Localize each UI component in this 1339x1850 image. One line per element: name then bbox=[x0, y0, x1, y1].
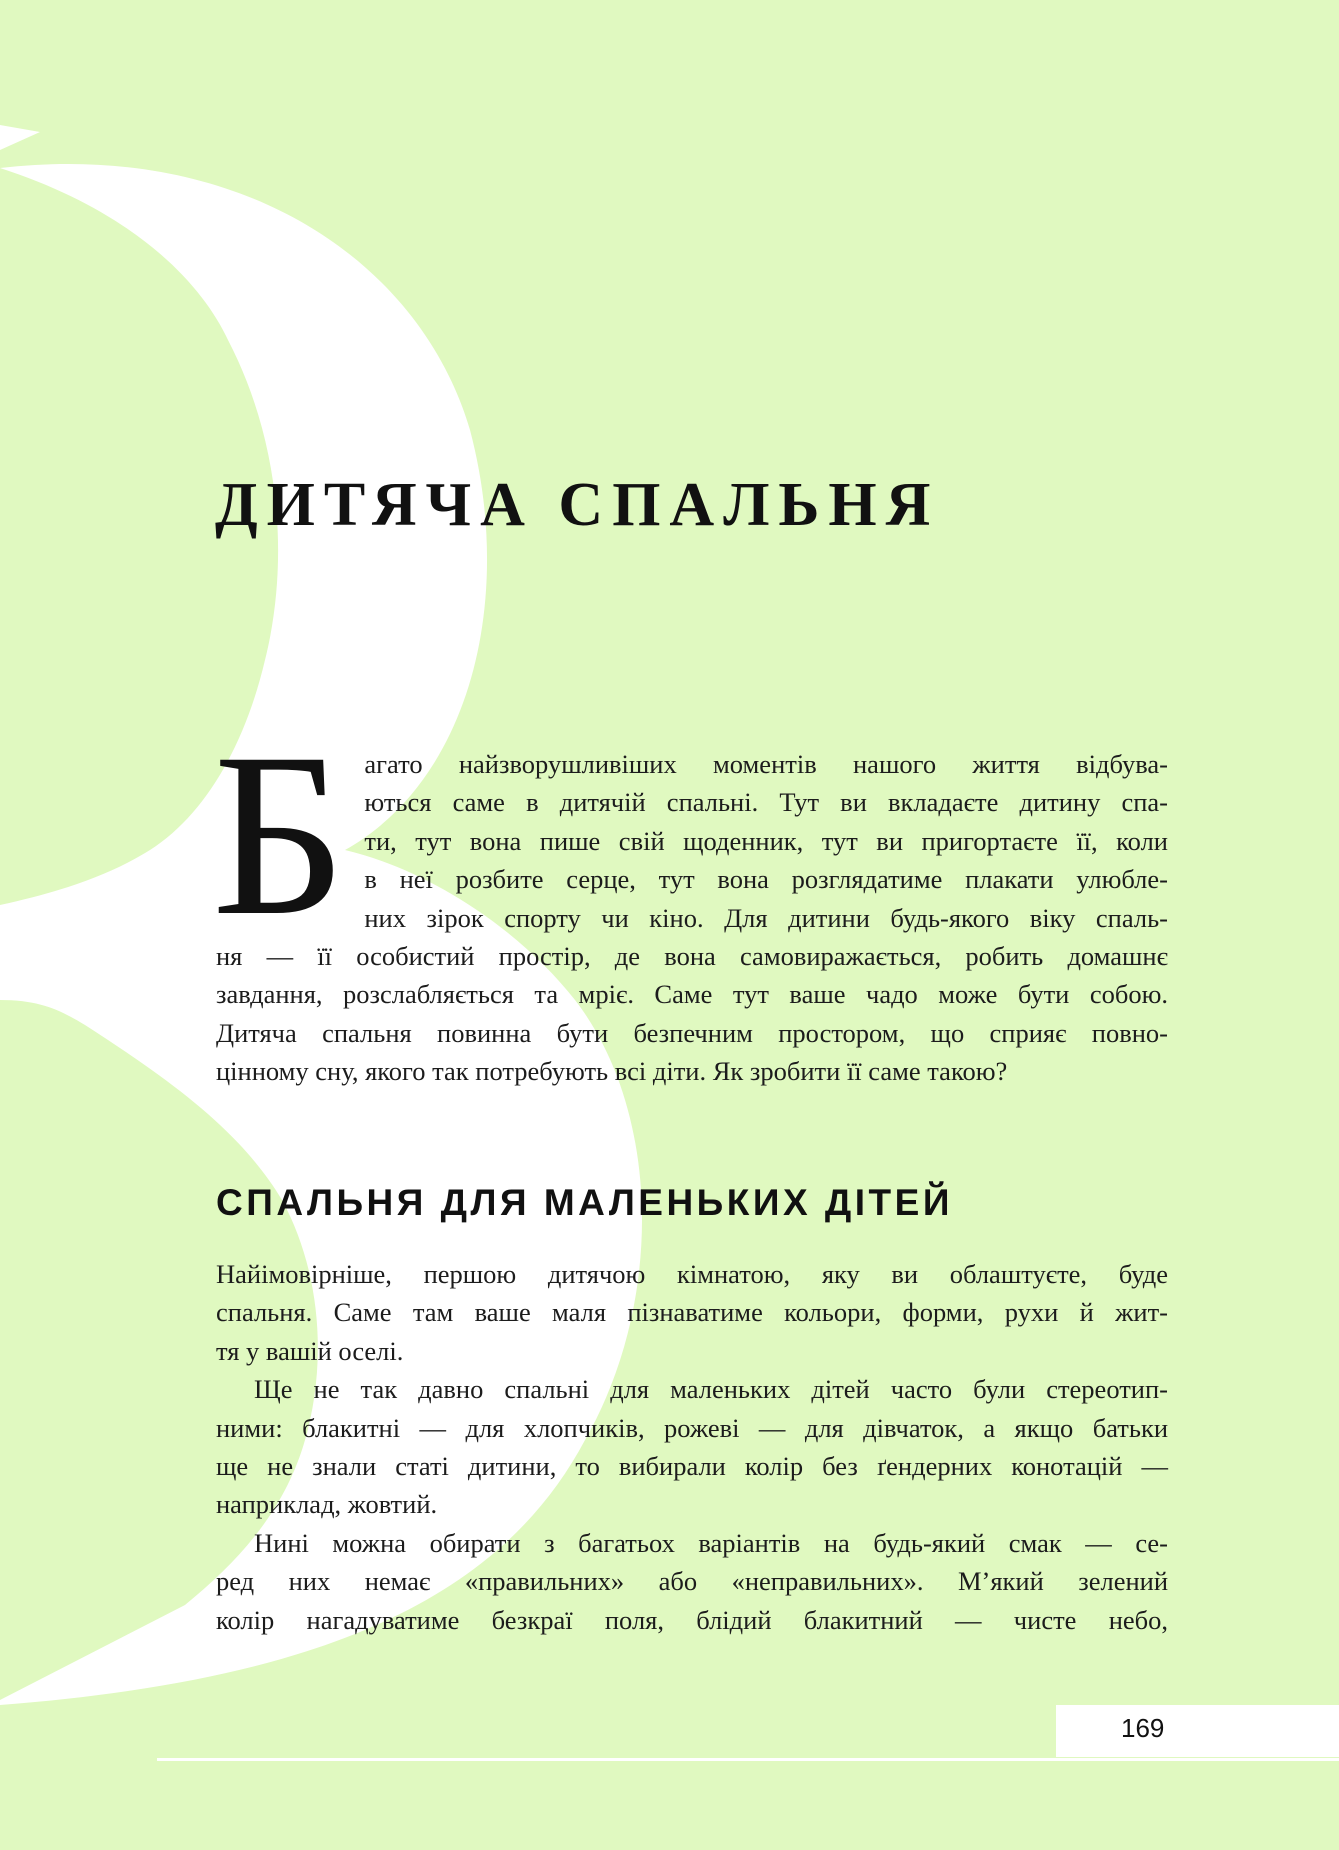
intro-line: ня — її особистий простір, де вона самовиражається, робить домашнє bbox=[216, 941, 1168, 972]
intro-line: Дитяча спальня повинна бути безпечним простором, що сприяє повно- bbox=[216, 1017, 1168, 1048]
text-line: Нині можна обирати з багатьох варіантів на будь-який смак — се- bbox=[254, 1527, 1168, 1558]
text-line: Найімовірніше, першою дитячою кімнатою, яку ви облаштуєте, буде bbox=[216, 1259, 1168, 1289]
paragraph bbox=[216, 1524, 1168, 1639]
paragraph bbox=[216, 1370, 1168, 1524]
text-line: ред них немає «правильних» або «неправильних». М’який зелений bbox=[216, 1566, 1168, 1597]
page-number: 169 bbox=[1121, 1713, 1165, 1743]
section-heading: СПАЛЬНЯ ДЛЯ МАЛЕНЬКИХ ДІТЕЙ bbox=[216, 1182, 953, 1223]
intro-line: цінному сну, якого так потребують всі діти. Як зробити її саме такою? bbox=[216, 1056, 1008, 1087]
page-title: ДИТЯЧА СПАЛЬНЯ bbox=[215, 471, 940, 539]
text-line: колір нагадуватиме безкраї поля, блідий блакитний — чисте небо, bbox=[216, 1604, 1168, 1635]
page-number-box bbox=[1056, 1705, 1339, 1757]
intro-line: в неї розбите серце, тут вона розглядатиме плакати улюбле- bbox=[364, 864, 1168, 895]
intro-paragraph bbox=[212, 704, 1168, 1091]
text-line: ще не знали статі дитини, то вибирали колір без ґендерних конотацій — bbox=[216, 1451, 1168, 1482]
intro-line: завдання, розслабляється та мріє. Саме тут ваше чадо може бути собою. bbox=[216, 979, 1168, 1010]
text-line: наприклад, жовтий. bbox=[216, 1489, 438, 1520]
text-line: спальня. Саме там ваше маля пізнаватиме кольори, форми, рухи й жит- bbox=[216, 1297, 1168, 1328]
text-line: тя у вашій оселі. bbox=[216, 1335, 404, 1366]
paragraph bbox=[216, 1255, 1168, 1370]
drop-cap: Б bbox=[212, 704, 347, 964]
text-line: Ще не так давно спальні для маленьких дітей часто були стереотип- bbox=[254, 1374, 1168, 1405]
section-body bbox=[216, 1255, 1168, 1639]
intro-line: ються саме в дитячій спальні. Тут ви вкладаєте дитину спа- bbox=[364, 787, 1168, 818]
intro-line: ти, тут вона пише свій щоденник, тут ви пригортаєте її, коли bbox=[364, 825, 1168, 856]
footer-rule bbox=[157, 1758, 1339, 1761]
text-line: ними: блакитні — для хлопчиків, рожеві — для дівчаток, а якщо батьки bbox=[216, 1412, 1168, 1443]
intro-line: агато найзворушливіших моментів нашого життя відбува- bbox=[364, 749, 1168, 779]
intro-line: них зірок спорту чи кіно. Для дитини будь-якого віку спаль- bbox=[364, 902, 1168, 933]
